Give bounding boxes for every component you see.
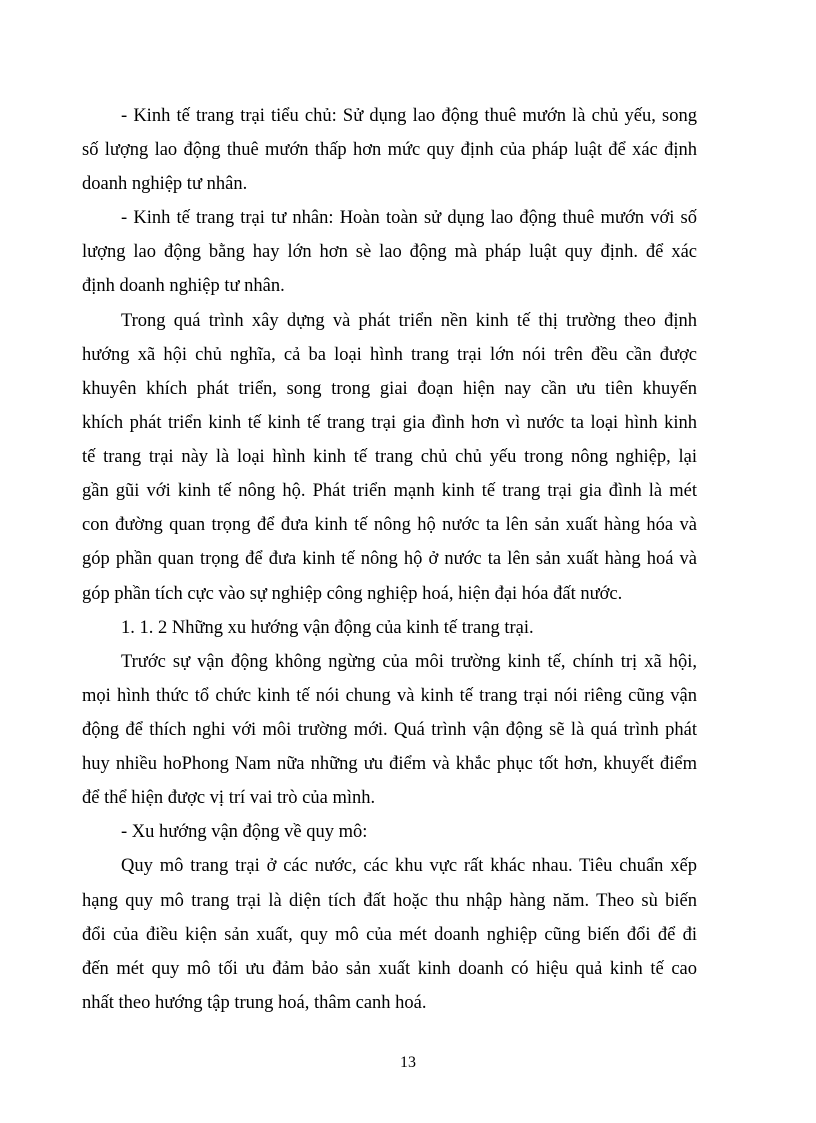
text-line: khuyên khích phát triển, song trong giai đoạn hiện nay cần ưu tiên khuyến <box>82 379 697 399</box>
text-line: đổi của điều kiện sản xuất, quy mô của mét doanh nghiệp cũng biến đổi để đi <box>82 925 697 945</box>
text-line: doanh nghiệp tư nhân. <box>82 174 248 194</box>
text-line: lượng lao động bằng hay lớn hơn sè lao động mà pháp luật quy định. để xác <box>82 242 697 262</box>
section-heading: 1. 1. 2 Những xu hướng vận động của kinh tế trang trại. <box>121 618 534 638</box>
text-line: gần gũi với kinh tế nông hộ. Phát triển mạnh kinh tế trang trại gia đình là mét <box>82 481 697 501</box>
text-line: Quy mô trang trại ở các nước, các khu vực rất khác nhau. Tiêu chuẩn xếp <box>121 856 697 876</box>
text-line: hướng xã hội chủ nghĩa, cả ba loại hình trang trại lớn nói trên đều cần được <box>82 345 697 365</box>
text-line: động để thích nghi với môi trường mới. Quá trình vận động sẽ là quá trình phát <box>82 720 697 740</box>
text-line: Trước sự vận động không ngừng của môi trường kinh tế, chính trị xã hội, <box>121 652 697 672</box>
text-line: - Kinh tế trang trại tiểu chủ: Sử dụng lao động thuê mướn là chủ yếu, song <box>121 106 697 126</box>
text-line: huy nhiều hoPhong Nam nữa những ưu điểm và khắc phục tốt hơn, khuyết điểm <box>82 754 697 774</box>
text-line: góp phần tích cực vào sự nghiệp công nghiệp hoá, hiện đại hóa đất nước. <box>82 584 623 604</box>
page-number: 13 <box>400 1054 416 1071</box>
text-line: tế trang trại này là loại hình kinh tế trang chủ chủ yếu trong nông nghiệp, lại <box>82 447 697 467</box>
text-line: số lượng lao động thuê mướn thấp hơn mức quy định của pháp luật để xác định <box>82 140 697 160</box>
text-line: định doanh nghiệp tư nhân. <box>82 276 285 296</box>
text-line: - Xu hướng vận động về quy mô: <box>121 822 368 842</box>
text-line: góp phần quan trọng để đưa kinh tế nông hộ ở nước ta lên sản xuất hàng hoá và <box>82 549 697 569</box>
text-line: nhất theo hướng tập trung hoá, thâm canh hoá. <box>82 993 427 1013</box>
text-line: con đường quan trọng để đưa kinh tế nông hộ nước ta lên sản xuất hàng hóa và <box>82 515 697 535</box>
text-line: mọi hình thức tổ chức kinh tế nói chung và kinh tế trang trại nói riêng cũng vận <box>82 686 697 706</box>
text-line: khích phát triển kinh tế kinh tế trang trại gia đình hơn vì nước ta loại hình kinh <box>82 413 697 433</box>
text-line: hạng quy mô trang trại là diện tích đất hoặc thu nhập hàng năm. Theo sù biến <box>82 891 697 911</box>
text-line: để thể hiện được vị trí vai trò của mình. <box>82 788 376 808</box>
text-line: Trong quá trình xây dựng và phát triển nền kinh tế thị trường theo định <box>121 311 697 331</box>
text-line: đến mét quy mô tối ưu đảm bảo sản xuất kinh doanh có hiệu quả kinh tế cao <box>82 959 697 979</box>
text-line: - Kinh tế trang trại tư nhân: Hoàn toàn sử dụng lao động thuê mướn với số <box>121 208 697 228</box>
